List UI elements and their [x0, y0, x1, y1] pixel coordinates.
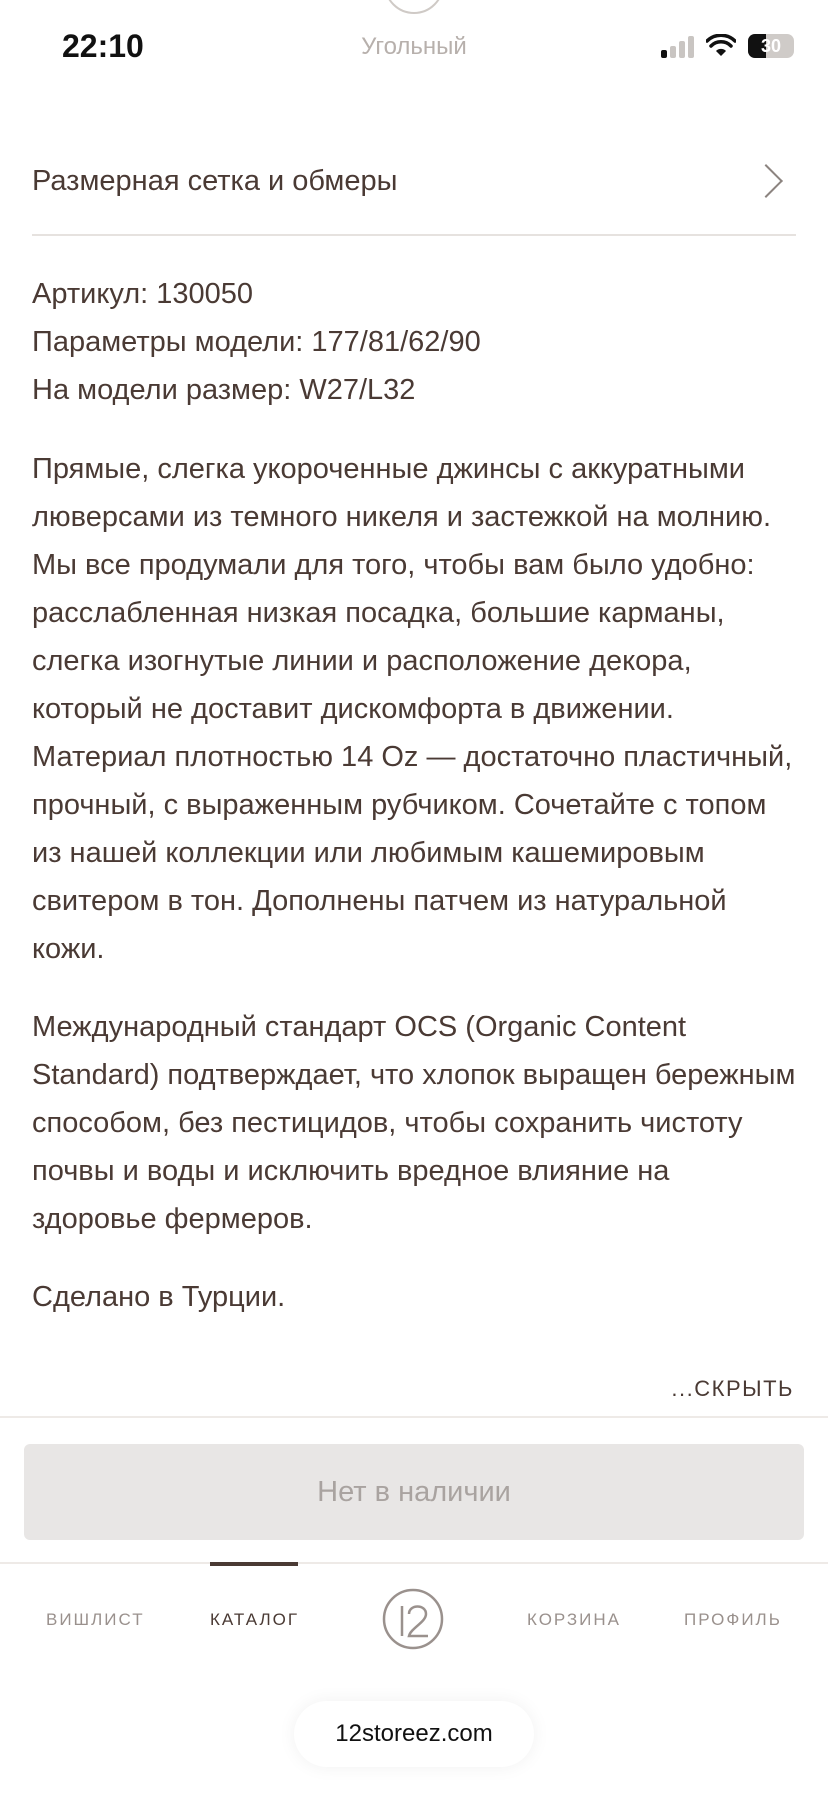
size-chart-label: Размерная сетка и обмеры — [32, 164, 398, 197]
active-tab-indicator — [210, 1562, 298, 1566]
hide-description-link[interactable]: ...СКРЫТЬ — [671, 1376, 794, 1401]
browser-url-bar[interactable]: 12storeez.com — [294, 1701, 534, 1767]
status-icons — [661, 34, 794, 58]
article-number: Артикул: 130050 — [32, 278, 253, 310]
status-bar — [0, 0, 828, 100]
cellular-signal-icon — [661, 34, 694, 58]
description-paragraph: Международный стандарт OCS (Organic Content Standard) подтверждает, что хлопок выращен бережным способом, без пестицидов, чтобы сохранить чистоту почвы и воды и исключить вредное влияние на здоровье фермеров. — [32, 1011, 796, 1235]
bottom-tab-bar — [0, 1562, 828, 1794]
tab-cart[interactable]: КОРЗИНА — [527, 1610, 622, 1629]
action-bar — [0, 1416, 828, 1566]
model-size: На модели размер: W27/L32 — [32, 374, 416, 406]
brand-logo-icon[interactable] — [380, 1586, 446, 1652]
tab-catalog[interactable]: КАТАЛОГ — [210, 1610, 300, 1629]
size-chart-row[interactable] — [32, 140, 796, 236]
description-paragraph: Прямые, слегка укороченные джинсы с аккуратными люверсами из темного никеля и застежкой на молнию. Мы все продумали для того, чтобы вам было удобно: расслабленная низкая посадка, большие карманы, слегка изогнутые линии и расположение декора, который не доставит дискомфорта в движении. Материал плотностью 14 Oz — достаточно пластичный, прочный, с выраженным рубчиком. Сочетайте с топом из нашей коллекции или любимым кашемировым свитером в тон. Дополнены патчем из натуральной кожи. — [32, 453, 793, 965]
tab-wishlist[interactable]: ВИШЛИСТ — [46, 1610, 145, 1629]
battery-icon — [748, 34, 794, 58]
brand-logo-icon — [384, 0, 444, 14]
product-description — [32, 445, 802, 1351]
product-specs — [32, 270, 796, 414]
description-paragraph: Сделано в Турции. — [32, 1281, 286, 1313]
battery-level: 30 — [760, 36, 782, 56]
out-of-stock-button[interactable]: Нет в наличии — [24, 1444, 804, 1540]
tab-profile[interactable]: ПРОФИЛЬ — [684, 1610, 782, 1629]
model-parameters: Параметры модели: 177/81/62/90 — [32, 326, 481, 358]
wifi-icon — [706, 34, 736, 58]
chevron-right-icon — [749, 164, 783, 198]
status-time: 22:10 — [62, 28, 144, 64]
product-color-name: Угольный — [361, 33, 467, 60]
